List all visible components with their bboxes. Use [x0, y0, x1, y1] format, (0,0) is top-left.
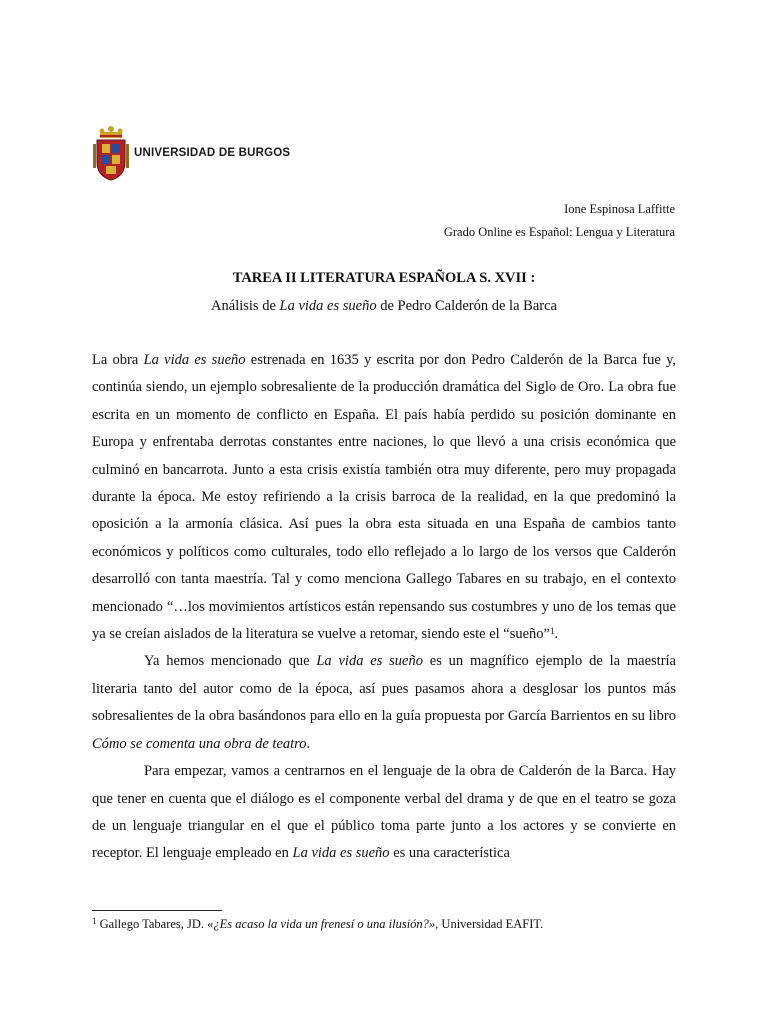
p3-text-c: es una característica [389, 845, 510, 862]
p1-text-d: . [554, 626, 559, 643]
paragraph-2 [92, 648, 676, 758]
p2-book-title: Cómo se comenta una obra de teatro [92, 735, 307, 752]
footnote-cited-title: ¿Es acaso la vida un frenesí o una ilusión?» [213, 917, 436, 931]
footnote-divider [92, 910, 222, 911]
author-program: Grado Online es Español: Lengua y Literatura [443, 225, 675, 239]
author-block [444, 198, 675, 244]
footnote-number: 1 [92, 916, 97, 926]
p3-text-a: Para empezar, vamos a centrarnos en el lenguaje de la obra de Calderón de la Barca. Hay que tener en cuenta que el diálogo es el componente verbal del drama y de que en el teatro se goza de un lenguaje triangular en el que el público toma parte junto a los actores y se convierte en receptor. El lenguaje empleado en [92, 763, 676, 862]
p3-work-title: La vida es sueño [292, 845, 390, 862]
document-subtitle [0, 298, 768, 315]
footnote-text-a: Gallego Tabares, JD. « [96, 917, 214, 931]
subtitle-suffix: de Pedro Calderón de la Barca [376, 298, 557, 314]
university-crest-icon [92, 126, 130, 182]
subtitle-prefix: Análisis de [211, 298, 280, 314]
subtitle-work-title: La vida es sueño [279, 298, 377, 314]
p2-text-e: . [306, 735, 311, 752]
p2-text-a: Ya hemos mencionado que [144, 653, 317, 670]
p2-text-c: es un magnífico ejemplo de la maestría literaria tanto del autor como de la época, así pues pasamos ahora a desglosar los puntos más sobresalientes de la obra basándonos para ello en la guía propuesta por García Barrientos en su libro [92, 653, 676, 725]
document-title: TAREA II LITERATURA ESPAÑOLA S. XVII : [232, 270, 536, 286]
author-name: Ione Espinosa Laffitte [564, 202, 675, 216]
university-name: UNIVERSIDAD DE BURGOS [134, 147, 291, 159]
p2-work-title: La vida es sueño [316, 653, 423, 670]
paragraph-1 [92, 347, 676, 648]
footnote-marker[interactable]: 1 [549, 626, 555, 637]
footnote-text-c: , Universidad EAFIT. [435, 917, 544, 931]
footnote [92, 917, 543, 932]
university-logo [92, 126, 292, 182]
p1-text-a: La obra [92, 352, 144, 368]
paragraph-3 [92, 758, 676, 868]
p1-text-c: estrenada en 1635 y escrita por don Pedro Calderón de la Barca fue y, continúa siendo, un ejemplo sobresaliente de la producción dramática del Siglo de Oro. La obra fue escrita en un momento de conflicto en España. El país había perdido su posición dominante en Europa y enfrentaba derrotas constantes entre naciones, lo que llevó a una crisis económica que culminó en bancarrota. Junto a esta crisis existía también otra muy diferente, pero muy propagada durante la época. Me estoy refiriendo a la crisis barroca de la realidad, en la que predominó la oposición a la armonía clásica. Así pues la obra esta situada en una España de cambios tanto económicos y políticos como culturales, todo ello reflejado a lo largo de los versos que Calderón desarrolló con tanta maestría. Tal y como menciona Gallego Tabares en su trabajo, en el contexto mencionado “…los movimientos artísticos están repensando sus costumbres y uno de los temas que ya se creían aislados de la literatura se vuelve a retomar, siendo este el “sueño” [92, 352, 677, 643]
p1-work-title: La vida es sueño [143, 352, 246, 368]
body-text [92, 347, 676, 868]
